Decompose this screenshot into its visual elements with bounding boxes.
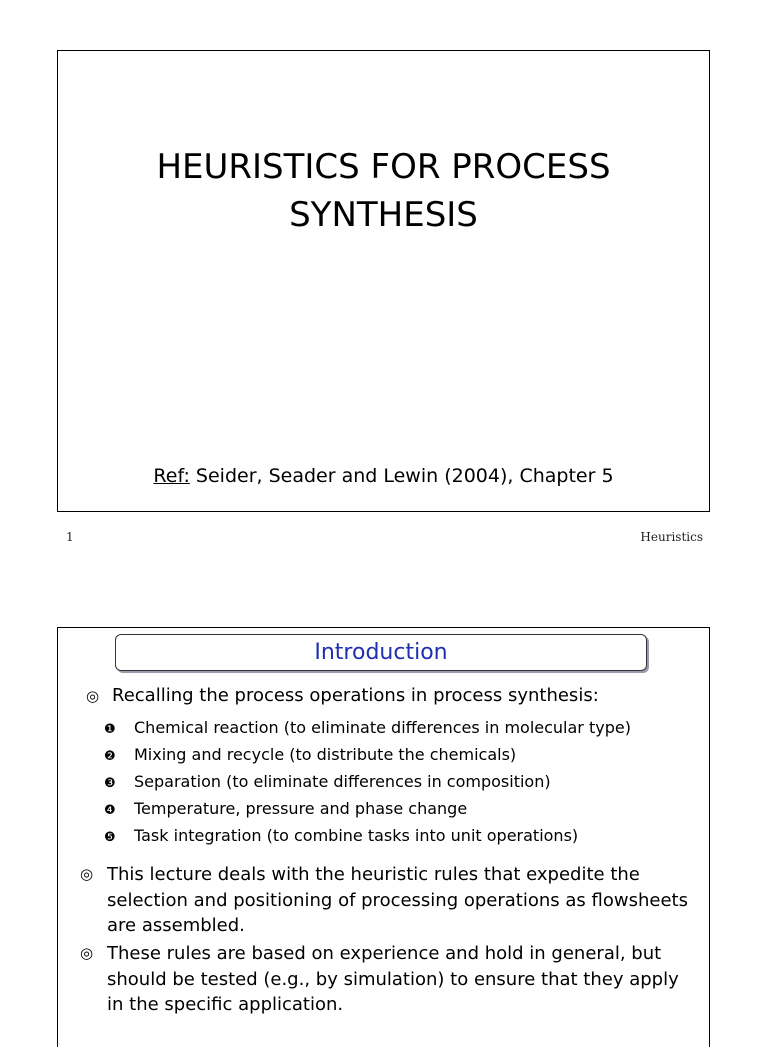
list-item [104, 795, 631, 822]
section-heading: Introduction [115, 634, 647, 671]
paragraph-1 [80, 862, 700, 939]
list-item-text: Chemical reaction (to eliminate differences in molecular type) [134, 718, 631, 737]
slide-title-line2: SYNTHESIS [289, 195, 478, 235]
list-item [104, 822, 631, 849]
slide-title-line1: HEURISTICS FOR PROCESS [156, 147, 611, 187]
footer-label: Heuristics [640, 530, 703, 544]
number-3-icon: ❸ [104, 776, 116, 791]
slide-title [58, 143, 709, 239]
reference-line [58, 465, 709, 487]
intro-bullet-text: Recalling the process operations in process synthesis: [112, 685, 599, 706]
number-4-icon: ❹ [104, 803, 116, 818]
reference-text: Seider, Seader and Lewin (2004), Chapter 5 [189, 465, 614, 487]
list-item [104, 741, 631, 768]
reference-label: Ref: [153, 465, 190, 487]
list-item-text: Task integration (to combine tasks into unit operations) [134, 826, 579, 845]
paragraph-2 [80, 941, 700, 1018]
introduction-slide [57, 627, 710, 1047]
list-item-text: Mixing and recycle (to distribute the chemicals) [134, 745, 517, 764]
intro-bullet [86, 685, 599, 706]
list-item-text: Temperature, pressure and phase change [134, 799, 468, 818]
bullet-icon: ◎ [86, 687, 100, 705]
bullet-icon: ◎ [80, 944, 94, 962]
list-item [104, 714, 631, 741]
paragraph-2-text: These rules are based on experience and hold in general, but should be tested (e.g., by simulation) to ensure that they apply in the specific application. [107, 943, 679, 1015]
operations-list [104, 714, 631, 849]
number-1-icon: ❶ [104, 722, 116, 737]
list-item [104, 768, 631, 795]
list-item-text: Separation (to eliminate differences in composition) [134, 772, 551, 791]
number-5-icon: ❺ [104, 830, 116, 845]
page-number: 1 [66, 530, 74, 544]
paragraph-1-text: This lecture deals with the heuristic rules that expedite the selection and positioning of processing operations as flowsheets are assembled. [107, 864, 688, 936]
number-2-icon: ❷ [104, 749, 116, 764]
bullet-icon: ◎ [80, 865, 94, 883]
title-slide [57, 50, 710, 512]
